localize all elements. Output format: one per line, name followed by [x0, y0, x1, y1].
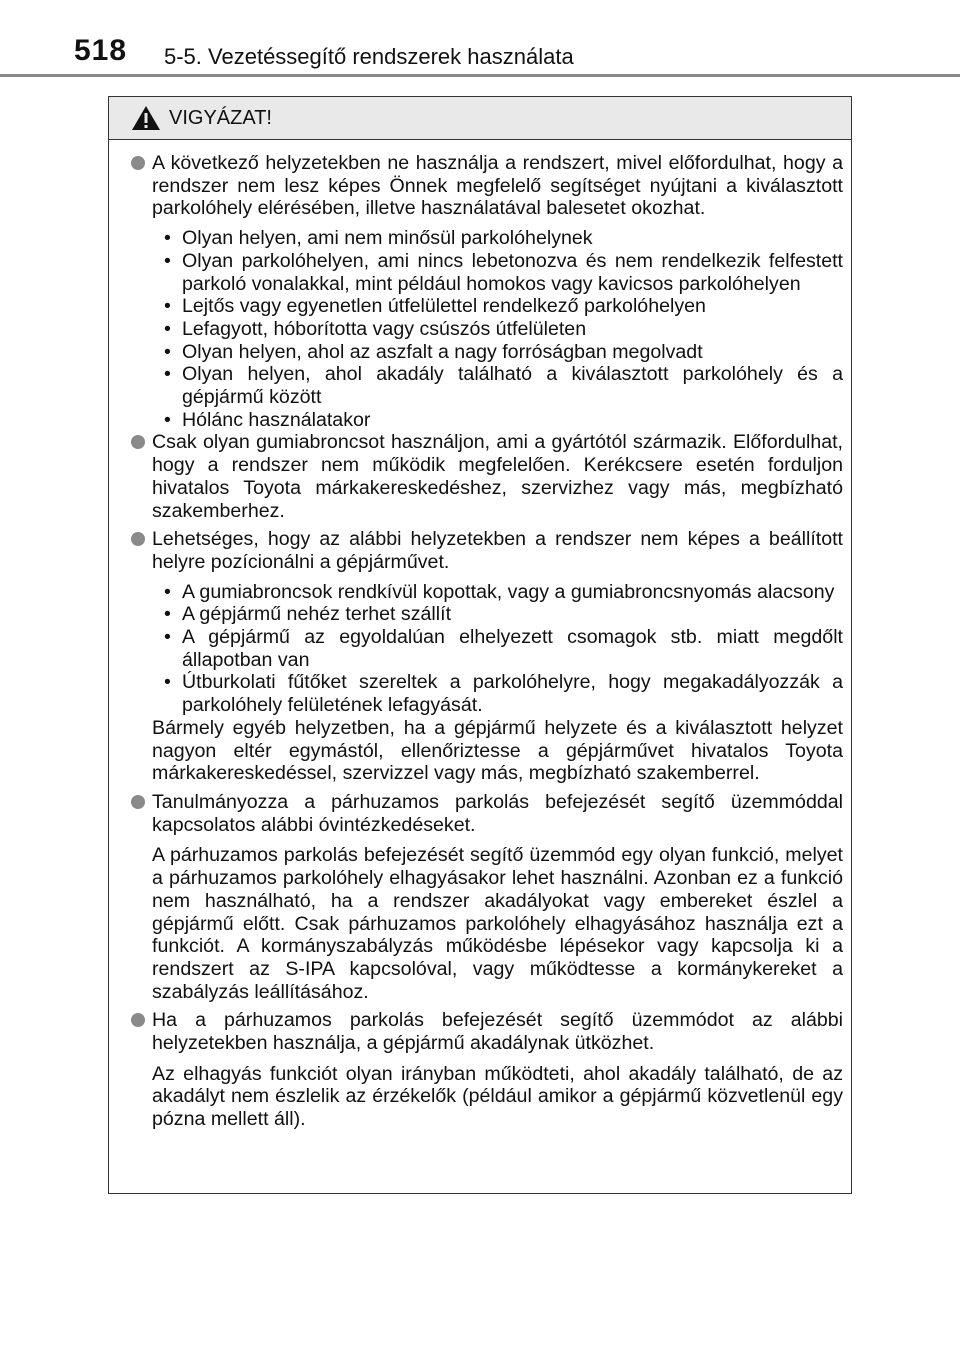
sub-list-item: • Útburkolati fűtőket szereltek a parkolóhelyre, hogy megakadályozzák a parkolóhely felületének lefagyását.	[164, 671, 843, 716]
caution-box	[108, 96, 852, 1194]
bullet-text: Ha a párhuzamos parkolás befejezését segítő üzemmódot az alábbi helyzetekben használja, a gépjármű akadálynak ütközhet.	[152, 1009, 843, 1055]
bullet-text: Csak olyan gumiabroncsot használjon, ami a gyártótól származik. Előfordulhat, hogy a rendszer nem működik megfelelően. Kerékcsere esetén forduljon hivatalos Toyota márkakereskedéshez, szervizhez vagy más, megbízható szakemberhez.	[152, 431, 843, 522]
sub-list-item: • Olyan helyen, ahol akadály található a kiválasztott parkolóhely és a gépjármű között	[164, 363, 843, 408]
sub-list-item: • A gépjármű az egyoldalúan elhelyezett csomagok stb. miatt megdőlt állapotban van	[164, 626, 843, 671]
sub-list-item: • Lefagyott, hóborította vagy csúszós útfelületen	[164, 318, 843, 341]
caution-content	[109, 140, 851, 1131]
bullet-dot-icon	[131, 795, 145, 809]
bullet-text: Tanulmányozza a párhuzamos parkolás befejezését segítő üzemmóddal kapcsolatos alábbi óvintézkedéseket.	[152, 790, 843, 836]
caution-bullet-4	[131, 791, 843, 1003]
caution-bullet-1	[131, 152, 843, 431]
bullet-dot-icon	[131, 532, 145, 546]
caution-bullet-5	[131, 1009, 843, 1131]
sub-list-item: • Olyan parkolóhelyen, ami nincs lebetonozva és nem rendelkezik felfestett parkoló vonalakkal, mint például homokos vagy kavicsos parkolóhelyen	[164, 250, 843, 295]
bullet-followup-text: Bármely egyéb helyzetben, ha a gépjármű helyzete és a kiválasztott helyzet nagyon eltér egymástól, ellenőriztesse a gépjárművet hivatalos Toyota márkakereskedéssel, szervizzel vagy más, megbízható szakemberrel.	[152, 716, 843, 785]
caution-header	[109, 97, 851, 140]
caution-title: VIGYÁZAT!	[169, 107, 272, 129]
bullet-detail-text: A párhuzamos parkolás befejezését segítő üzemmód egy olyan funkció, melyet a párhuzamos parkolóhely elhagyásakor lehet használni. Azonban ez a funkció nem használható, ha a rendszer akadályokat vagy embereket észlel a gépjármű előtt. Csak párhuzamos parkolóhely elhagyásához használja ezt a funkciót. A kormányszabályzás működésbe lépésekor vagy kapcsolja ki a rendszert az S-IPA kapcsolóval, vagy működtesse a kormánykereket a szabályzás leállításához.	[152, 844, 843, 1003]
bullet-text: Lehetséges, hogy az alábbi helyzetekben a rendszer nem képes a beállított helyre pozícionálni a gépjárművet.	[152, 528, 843, 573]
sub-list	[152, 581, 843, 717]
bullet-text: A következő helyzetekben ne használja a rendszert, mivel előfordulhat, hogy a rendszer nem lesz képes Önnek megfelelő segítséget nyújtani a kiválasztott parkolóhely elérésében, illetve használatával balesetet okozhat.	[152, 152, 843, 220]
bullet-dot-icon	[131, 435, 145, 449]
sub-list-item: • Olyan helyen, ami nem minősül parkolóhelynek	[164, 227, 843, 250]
sub-list-item: • Olyan helyen, ahol az aszfalt a nagy forróságban megolvadt	[164, 341, 843, 364]
sub-list-item: • Hólánc használatakor	[164, 409, 843, 432]
caution-bullet-3	[131, 528, 843, 785]
warning-triangle-icon	[131, 105, 161, 131]
sub-list-item: • A gépjármű nehéz terhet szállít	[164, 603, 843, 626]
sub-list	[152, 227, 843, 431]
page-number: 518	[74, 34, 128, 67]
sub-list-item: • A gumiabroncsok rendkívül kopottak, vagy a gumiabroncsnyomás alacsony	[164, 581, 843, 604]
page-header	[0, 0, 960, 80]
header-divider	[0, 74, 960, 77]
bullet-dot-icon	[131, 156, 145, 170]
bullet-detail-text: Az elhagyás funkciót olyan irányban működteti, ahol akadály található, de az akadályt nem észlelik az érzékelők (például amikor a gépjármű közvetlenül egy pózna mellett áll).	[152, 1062, 843, 1131]
section-title: 5-5. Vezetéssegítő rendszerek használata	[164, 44, 574, 69]
sub-list-item: • Lejtős vagy egyenetlen útfelülettel rendelkező parkolóhelyen	[164, 295, 843, 318]
bullet-dot-icon	[131, 1013, 145, 1027]
caution-bullet-2	[131, 431, 843, 522]
